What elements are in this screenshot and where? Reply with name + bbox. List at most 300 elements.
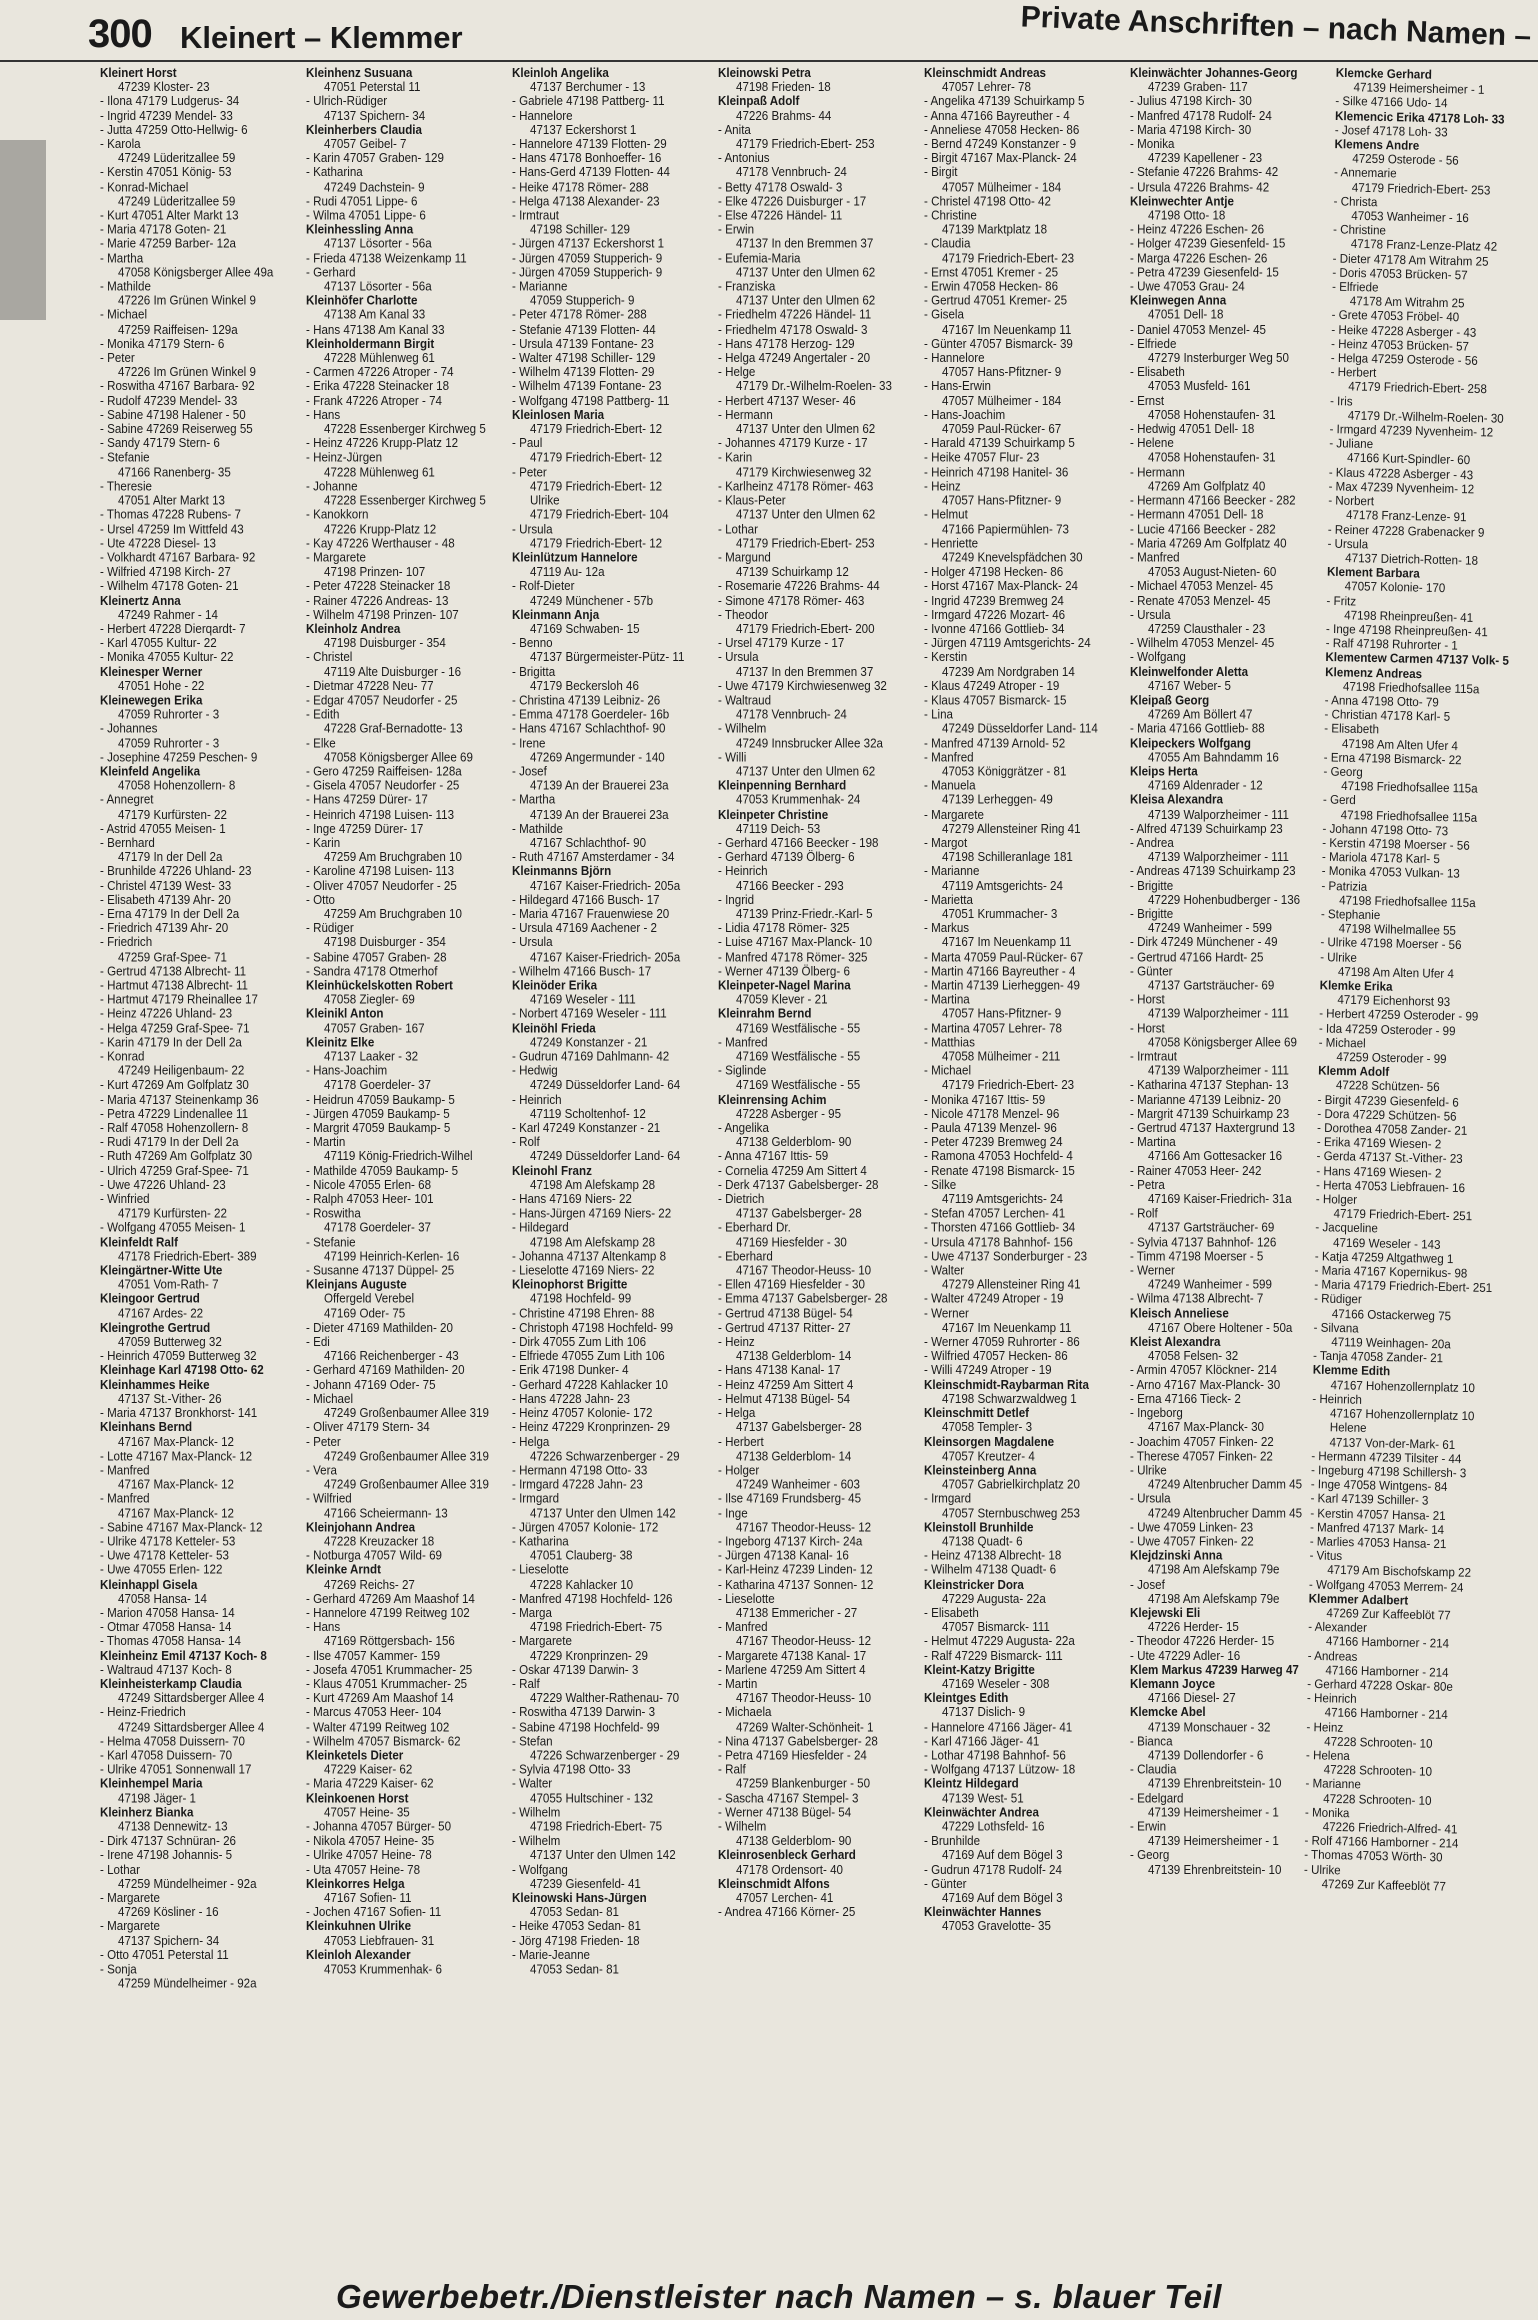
directory-entry-subentry: - Jochen 47167 Sofien- 11 bbox=[306, 1905, 442, 1920]
directory-entry-subentry: - Peter bbox=[306, 1434, 341, 1449]
directory-entry-name: Kleist Alexandra bbox=[1130, 1335, 1221, 1350]
directory-entry-subentry: - Arno 47167 Max-Planck- 30 bbox=[1130, 1377, 1281, 1392]
directory-entry-subentry: - Martin 47166 Bayreuther - 4 bbox=[924, 964, 1076, 979]
directory-entry-address: 47167 Schlachthof- 90 bbox=[530, 836, 647, 851]
footer-note: Gewerbebetr./Dienstleister nach Namen – s. blauer Teil bbox=[336, 2278, 1222, 2315]
directory-entry-subentry: - Erwin bbox=[1130, 1819, 1167, 1834]
directory-entry-subentry: - Kay 47226 Werthauser - 48 bbox=[306, 536, 455, 551]
directory-entry-subentry: - Margarete bbox=[306, 550, 366, 565]
directory-entry-name: Klemm Adolf bbox=[1318, 1063, 1390, 1080]
directory-entry-subentry: - Otto 47051 Peterstal 11 bbox=[100, 1948, 229, 1963]
directory-entry-address: 47169 Westfälische - 55 bbox=[736, 1078, 861, 1093]
directory-entry-subentry: - Winfried bbox=[100, 1192, 150, 1207]
directory-entry-subentry: - Theodor 47226 Herder- 15 bbox=[1130, 1634, 1275, 1649]
directory-entry-subentry: - Lieselotte bbox=[718, 1591, 775, 1606]
directory-entry-address: 47119 König-Friedrich-Wilhel bbox=[324, 1149, 473, 1164]
directory-entry-subentry: - Derk 47137 Gabelsberger- 28 bbox=[718, 1178, 879, 1193]
directory-entry-subentry: - Karin bbox=[718, 451, 753, 466]
directory-entry-subentry: - Michael bbox=[306, 1392, 354, 1407]
directory-entry-address: 47057 Mülheimer - 184 bbox=[942, 393, 1062, 409]
directory-entry-subentry: - Hans-Jürgen 47169 Niers- 22 bbox=[512, 1206, 672, 1221]
directory-entry-subentry: - Norbert bbox=[1328, 493, 1375, 509]
directory-entry-name: Kleinherz Bianka bbox=[100, 1805, 194, 1820]
directory-entry-address: 47138 Gelderblom- 90 bbox=[736, 1834, 852, 1849]
directory-entry-subentry: - Lothar bbox=[100, 1862, 140, 1877]
directory-entry-address: 47051 Krummacher- 3 bbox=[942, 907, 1058, 922]
directory-entry-subentry: - Else 47226 Händel- 11 bbox=[718, 208, 843, 223]
directory-entry-subentry: - Karl 47139 Schiller- 3 bbox=[1310, 1491, 1429, 1509]
directory-entry-address: 47279 Allensteiner Ring 41 bbox=[942, 1278, 1081, 1293]
directory-entry-address: 47053 Sedan- 81 bbox=[530, 1905, 619, 1920]
directory-entry-subentry: - Stefan bbox=[512, 1734, 553, 1749]
directory-entry-subentry: - Silvana bbox=[1313, 1320, 1359, 1336]
directory-entry-subentry: - Wilfried bbox=[306, 1491, 352, 1506]
directory-entry-subentry: - Mathilde bbox=[512, 821, 563, 836]
directory-entry-subentry: - Christel bbox=[306, 650, 353, 665]
directory-entry-subentry: - Hans-Gerd 47139 Flotten- 44 bbox=[512, 165, 670, 180]
directory-entry-subentry: - Monika 47179 Stern- 6 bbox=[100, 336, 225, 351]
directory-entry-address: 47167 Hohenzollernplatz 10 bbox=[1330, 1377, 1476, 1396]
directory-entry-address: Offergeld Verebel bbox=[324, 1292, 415, 1307]
directory-entry-subentry: - Ulrich 47259 Graf-Spee- 71 bbox=[100, 1163, 249, 1179]
directory-entry-address: 47167 Theodor-Heuss- 12 bbox=[736, 1634, 872, 1649]
directory-entry-subentry: - Oliver 47057 Neudorfer - 25 bbox=[306, 878, 457, 893]
directory-entry-address: 47167 Im Neuenkamp 11 bbox=[942, 935, 1072, 950]
directory-entry-address: 47058 Königsberger Allee 69 bbox=[1148, 1035, 1297, 1050]
directory-entry-subentry: - Gerd bbox=[1322, 793, 1356, 808]
directory-entry-address: 47239 Graben- 117 bbox=[1148, 80, 1248, 95]
directory-entry-subentry: - Wilfried 47057 Hecken- 86 bbox=[924, 1349, 1068, 1364]
directory-entry-subentry: - Birgit bbox=[924, 165, 958, 180]
directory-entry-subentry: - Herbert bbox=[1330, 365, 1377, 381]
directory-entry-name: Kleinrosenbleck Gerhard bbox=[718, 1848, 856, 1863]
directory-entry-name: Kleinhenz Susuana bbox=[306, 66, 413, 81]
directory-entry-subentry: - Nicole 47055 Erlen- 68 bbox=[306, 1178, 432, 1193]
directory-entry-address: 47249 Lüderitzallee 59 bbox=[118, 194, 236, 209]
directory-entry-address: 47269 Reichs- 27 bbox=[324, 1577, 415, 1592]
directory-entry-address: 47228 Kahlacker 10 bbox=[530, 1577, 634, 1592]
directory-entry-subentry: - Christa bbox=[1333, 194, 1378, 210]
directory-entry-address: 47137 In den Bremmen 37 bbox=[736, 237, 874, 252]
directory-entry-subentry: - Helga 47138 Alexander- 23 bbox=[512, 194, 660, 209]
directory-entry-address: 47058 Templer- 3 bbox=[942, 1420, 1033, 1435]
directory-entry-subentry: - Margarete bbox=[924, 807, 984, 822]
directory-entry-subentry: - Therese 47057 Finken- 22 bbox=[1130, 1449, 1273, 1464]
directory-entry-address: 47137 Spichern- 34 bbox=[118, 1933, 220, 1949]
directory-entry-subentry: - Hans 47138 Am Kanal 33 bbox=[306, 322, 445, 337]
directory-entry-address: 47179 Friedrich-Ebert- 12 bbox=[530, 422, 663, 437]
directory-entry-subentry: - Gertrud 47166 Hardt- 25 bbox=[1130, 950, 1264, 965]
directory-entry-subentry: - Heinz 47053 Brücken- 57 bbox=[1330, 336, 1470, 354]
directory-entry-name: Klemencic Erika 47178 Loh- 33 bbox=[1334, 108, 1505, 127]
directory-entry-address: 47139 Heimersheimer - 1 bbox=[1148, 1805, 1279, 1820]
directory-entry-subentry: - Margarete bbox=[100, 1891, 160, 1906]
directory-entry-name: Kleintges Edith bbox=[924, 1691, 1009, 1706]
directory-entry-address: 47249 Wanheimer - 599 bbox=[1148, 1278, 1272, 1293]
directory-entry-subentry: - Marion 47058 Hansa- 14 bbox=[100, 1606, 235, 1621]
directory-entry-address: 47119 Au- 12a bbox=[530, 565, 605, 580]
directory-entry-address: 47119 Weinhagen- 20a bbox=[1331, 1335, 1451, 1352]
directory-entry-address: 47179 Friedrich-Ebert- 12 bbox=[530, 536, 663, 551]
directory-entry-address: 47229 Lothsfeld- 16 bbox=[942, 1819, 1045, 1834]
directory-entry-address: 47228 Mühlenweg 61 bbox=[324, 351, 435, 366]
directory-entry-address: 47138 Gelderblom- 14 bbox=[736, 1349, 852, 1364]
directory-entry-subentry: - Henriette bbox=[924, 536, 979, 551]
directory-entry-subentry: - Elisabeth bbox=[1324, 721, 1380, 737]
directory-entry-subentry: - Martin bbox=[306, 1135, 346, 1150]
directory-entry-subentry: - Heinz 47226 Eschen- 26 bbox=[1130, 222, 1265, 237]
directory-entry-address: 47137 Bürgermeister-Pütz- 11 bbox=[530, 650, 685, 665]
directory-entry-subentry: - Erwin bbox=[718, 222, 755, 237]
directory-entry-name: Kleinesper Werner bbox=[100, 664, 203, 679]
directory-entry-name: Klement Barbara bbox=[1326, 564, 1420, 581]
directory-entry-address: 47226 Schwarzenberger - 29 bbox=[530, 1449, 680, 1464]
directory-entry-subentry: - Helga bbox=[718, 1406, 756, 1421]
directory-entry-name: Kleinhage Karl 47198 Otto- 62 bbox=[100, 1363, 264, 1378]
directory-entry-address: 47169 Auf dem Bögel 3 bbox=[942, 1848, 1063, 1863]
directory-entry-subentry: - Josefa 47051 Krummacher- 25 bbox=[306, 1663, 473, 1678]
directory-entry-name: Klem Markus 47239 Harweg 47 bbox=[1130, 1663, 1299, 1678]
directory-entry-subentry: - Thomas 47053 Wörth- 30 bbox=[1304, 1848, 1443, 1865]
directory-entry-subentry: - Michael bbox=[1318, 1035, 1366, 1051]
directory-entry-subentry: - Peter bbox=[512, 465, 547, 480]
directory-entry-subentry: - Elfriede bbox=[1130, 336, 1177, 351]
directory-entry-address: 47057 Bismarck- 111 bbox=[942, 1620, 1050, 1635]
directory-entry-address: 47059 Ruhrorter - 3 bbox=[118, 707, 220, 722]
directory-entry-subentry: - Patrizia bbox=[1321, 878, 1368, 894]
directory-entry-subentry: - Helena bbox=[1305, 1748, 1350, 1764]
directory-entry-subentry: - Uwe 47137 Sonderburger - 23 bbox=[924, 1249, 1088, 1264]
directory-entry-subentry: - Erna 47198 Bismarck- 22 bbox=[1323, 750, 1462, 768]
directory-entry-address: 47249 Sittardsberger Allee 4 bbox=[118, 1720, 265, 1735]
directory-entry-name: Kleinheisterkamp Claudia bbox=[100, 1677, 242, 1692]
directory-entry-name: Klemmer Adalbert bbox=[1308, 1591, 1409, 1608]
directory-entry-subentry: - Edgar 47057 Neudorfer - 25 bbox=[306, 693, 458, 708]
directory-entry-subentry: - Bernd 47249 Konstanzer - 9 bbox=[924, 137, 1077, 152]
directory-entry-subentry: - Ursel 47259 Im Wittfeld 43 bbox=[100, 522, 244, 537]
directory-entry-subentry: - Ernst bbox=[1130, 393, 1165, 409]
directory-entry-subentry: - Sabine 47057 Graben- 28 bbox=[306, 950, 447, 965]
directory-entry-name: Kleinmann Anja bbox=[512, 607, 600, 622]
directory-entry-subentry: - Gero 47259 Raiffeisen- 128a bbox=[306, 764, 462, 779]
directory-entry-subentry: - Ellen 47169 Hiesfelder - 30 bbox=[718, 1278, 865, 1293]
directory-entry-address: 47179 Kirchwiesenweg 32 bbox=[736, 465, 872, 480]
directory-entry-subentry: - Hildegard bbox=[512, 1221, 569, 1236]
directory-entry-subentry: - Hermann bbox=[718, 408, 773, 423]
directory-entry-subentry: - Eberhard Dr. bbox=[718, 1221, 791, 1236]
directory-entry-subentry: - Edelgard bbox=[1130, 1791, 1184, 1806]
directory-entry-address: 47179 In der Dell 2a bbox=[118, 850, 223, 865]
directory-entry-subentry: - Helene bbox=[1130, 436, 1174, 451]
directory-entry-name: Kleingoor Gertrud bbox=[100, 1292, 200, 1307]
directory-entry-subentry: - Andrea bbox=[1130, 836, 1174, 851]
directory-entry-name: Kleinowski Petra bbox=[718, 66, 811, 81]
directory-entry-subentry: - Margarete bbox=[512, 1634, 572, 1649]
directory-entry-subentry: - Armin 47057 Klöckner- 214 bbox=[1130, 1363, 1277, 1378]
directory-entry-subentry: - Ingeborg bbox=[1130, 1406, 1183, 1421]
directory-entry-subentry: - Angelika 47139 Schuirkamp 5 bbox=[924, 94, 1085, 109]
directory-entry-subentry: - Irmgard bbox=[512, 1491, 560, 1506]
directory-entry-address: 47058 Hohenstaufen- 31 bbox=[1148, 451, 1276, 466]
directory-entry-address: 47057 Geibel- 7 bbox=[324, 137, 407, 152]
directory-entry-address: 47259 Graf-Spee- 71 bbox=[118, 950, 227, 965]
directory-entry-name: Kleinhempel Maria bbox=[100, 1777, 203, 1792]
directory-entry-address: 47139 Ehrenbreitstein- 10 bbox=[1148, 1862, 1282, 1877]
directory-entry-subentry: - Petra bbox=[1130, 1178, 1165, 1193]
directory-column-3 bbox=[512, 66, 712, 2266]
directory-entry-address: 47137 Spichern- 34 bbox=[324, 108, 426, 123]
page-footer bbox=[0, 2268, 1538, 2320]
directory-entry-name: Kleinschmidt Andreas bbox=[924, 66, 1046, 81]
directory-entry-address: 47167 Theodor-Heuss- 12 bbox=[736, 1520, 872, 1535]
directory-entry-subentry: - Hannelore 47166 Jäger- 41 bbox=[924, 1720, 1073, 1735]
directory-entry-name: Kleinholz Andrea bbox=[306, 622, 401, 637]
directory-entry-name: Klemcke Gerhard bbox=[1335, 66, 1433, 83]
directory-entry-address: 47226 Brahms- 44 bbox=[736, 108, 832, 123]
directory-entry-subentry: - Karola bbox=[100, 137, 141, 152]
directory-entry-subentry: - Lothar 47198 Bahnhof- 56 bbox=[924, 1748, 1066, 1763]
directory-entry-subentry: - Karl 47249 Konstanzer - 21 bbox=[512, 1121, 661, 1136]
directory-entry-subentry: - Tanja 47058 Zander- 21 bbox=[1312, 1349, 1444, 1366]
directory-entry-address: 47051 Hohe - 22 bbox=[118, 679, 205, 694]
directory-entry-subentry: - Jürgen 47137 Eckershorst 1 bbox=[512, 237, 665, 252]
directory-entry-subentry: - Silke bbox=[924, 1178, 957, 1193]
directory-entry-subentry: - Sabine 47167 Max-Planck- 12 bbox=[100, 1520, 263, 1535]
directory-entry-name: Kleinikl Anton bbox=[306, 1007, 384, 1022]
directory-entry-address: 47139 An der Brauerei 23a bbox=[530, 807, 669, 822]
directory-entry-subentry: - Martina bbox=[924, 992, 970, 1007]
directory-entry-name: Kleinöder Erika bbox=[512, 978, 598, 993]
directory-entry-subentry: - Marlene 47259 Am Sittert 4 bbox=[718, 1663, 866, 1678]
directory-entry-subentry: - Werner bbox=[924, 1306, 969, 1321]
directory-entry-subentry: - Manfred bbox=[924, 750, 974, 765]
directory-entry-subentry: - Fritz bbox=[1326, 593, 1357, 609]
directory-entry-subentry: - Gerhard bbox=[306, 265, 356, 280]
directory-entry-subentry: - Maria 47137 Steinenkamp 36 bbox=[100, 1092, 259, 1107]
directory-entry-subentry: - Werner bbox=[1130, 1263, 1175, 1278]
directory-entry-subentry: - Wilhelm 47139 Fontane- 23 bbox=[512, 379, 662, 394]
directory-entry-subentry: - Karin 47057 Graben- 129 bbox=[306, 151, 444, 166]
directory-entry-name: Kleinwächter Johannes-Georg bbox=[1130, 66, 1298, 81]
directory-entry-address: 47269 Walter-Schönheit- 1 bbox=[736, 1720, 874, 1735]
directory-entry-subentry: - Heidrun 47059 Baukamp- 5 bbox=[306, 1092, 455, 1107]
directory-entry-subentry: - Hans 47169 Wiesen- 2 bbox=[1316, 1163, 1442, 1181]
directory-entry-subentry: - Juliane bbox=[1329, 436, 1374, 452]
directory-entry-subentry: - Helge bbox=[718, 365, 756, 380]
directory-entry-subentry: - Wilhelm bbox=[512, 1805, 561, 1820]
directory-entry-subentry: - Irmgard 47228 Jahn- 23 bbox=[512, 1477, 643, 1492]
directory-entry-subentry: - Ursula bbox=[512, 935, 553, 950]
directory-entry-subentry: - Wilma 47138 Albrecht- 7 bbox=[1130, 1292, 1264, 1307]
directory-entry-address: 47119 Amtsgerichts- 24 bbox=[942, 1192, 1063, 1207]
directory-entry-subentry: - Heinrich 47198 Hanitel- 36 bbox=[924, 465, 1069, 480]
directory-entry-subentry: - Wilhelm bbox=[718, 1819, 767, 1834]
directory-entry-subentry: - Karin bbox=[306, 836, 341, 851]
directory-entry-subentry: - Christel 47198 Otto- 42 bbox=[924, 194, 1051, 209]
directory-entry-subentry: - Dora 47229 Schützen- 56 bbox=[1317, 1106, 1457, 1124]
directory-entry-subentry: - Siglinde bbox=[718, 1064, 767, 1079]
directory-entry-address: 47279 Allensteiner Ring 41 bbox=[942, 821, 1081, 836]
directory-entry-address: 47058 Hohenzollern- 8 bbox=[118, 778, 236, 794]
directory-entry-subentry: - Daniel 47053 Menzel- 45 bbox=[1130, 322, 1266, 337]
directory-entry-subentry: - Timm 47198 Moerser - 5 bbox=[1130, 1249, 1264, 1264]
directory-entry-address: 47139 Walporzheimer - 111 bbox=[1148, 1007, 1289, 1022]
directory-entry-subentry: - Anna 47198 Otto- 79 bbox=[1324, 693, 1439, 710]
directory-entry-subentry: - Wilhelm 47178 Goten- 21 bbox=[100, 579, 239, 594]
directory-entry-subentry: - Klaus-Peter bbox=[718, 493, 786, 508]
directory-entry-subentry: - Gabriele 47198 Pattberg- 11 bbox=[512, 94, 665, 109]
directory-entry-subentry: - Helga 47259 Graf-Spee- 71 bbox=[100, 1021, 250, 1036]
directory-entry-subentry: - Heike 47057 Flur- 23 bbox=[924, 451, 1040, 466]
directory-entry-name: Kleinrahm Bernd bbox=[718, 1007, 812, 1022]
directory-entry-name: Kleinloh Alexander bbox=[306, 1948, 411, 1963]
directory-entry-subentry: - Andrea 47166 Körner- 25 bbox=[718, 1905, 856, 1920]
directory-entry-name: Klementew Carmen 47137 Volk- 5 bbox=[1325, 650, 1510, 669]
directory-entry-subentry: - Dirk 47055 Zum Lith 106 bbox=[512, 1335, 647, 1350]
directory-entry-address: 47279 Insterburger Weg 50 bbox=[1148, 351, 1289, 366]
directory-entry-address: 47137 Unter den Ulmen 142 bbox=[530, 1506, 676, 1521]
directory-entry-name: Kleinwächter Hannes bbox=[924, 1905, 1042, 1920]
directory-entry-subentry: - Kurt 47269 Am Golfplatz 30 bbox=[100, 1078, 249, 1093]
directory-entry-subentry: - Frieda 47138 Weizenkamp 11 bbox=[306, 251, 467, 266]
directory-entry-address: 47198 Am Alefskamp 28 bbox=[530, 1178, 656, 1193]
directory-entry-address: 47179 Friedrich-Ebert- 12 bbox=[530, 451, 663, 466]
directory-entry-address: 47198 Duisburger - 354 bbox=[324, 636, 446, 651]
directory-entry-subentry: - Hermann bbox=[1130, 465, 1185, 480]
directory-entry-subentry: - Monika bbox=[1304, 1805, 1350, 1821]
directory-entry-address: 47179 Friedrich-Ebert- 253 bbox=[1351, 180, 1491, 198]
page-number: 300 bbox=[88, 12, 152, 56]
directory-entry-subentry: - Hannelore 47199 Reitweg 102 bbox=[306, 1606, 470, 1621]
directory-entry-subentry: - Wolfgang 47137 Lützow- 18 bbox=[924, 1762, 1076, 1777]
directory-entry-address: 47057 Hans-Pfitzner- 9 bbox=[942, 493, 1062, 508]
directory-entry-name: Kleinloh Angelika bbox=[512, 66, 609, 81]
directory-entry-subentry: - Peter 47228 Steinacker 18 bbox=[306, 579, 451, 594]
directory-entry-address: 47137 Lösorter - 56a bbox=[324, 237, 432, 252]
directory-entry-subentry: - Walter 47249 Atroper - 19 bbox=[924, 1292, 1064, 1307]
directory-entry-address: 47178 Goerdeler- 37 bbox=[324, 1221, 431, 1236]
directory-entry-subentry: - Lieselotte bbox=[512, 1563, 569, 1578]
directory-entry-subentry: - Katharina 47137 Sonnen- 12 bbox=[718, 1577, 874, 1592]
directory-entry-subentry: - Dorothea 47058 Zander- 21 bbox=[1316, 1120, 1468, 1139]
directory-entry-subentry: - Elisabeth bbox=[924, 1606, 979, 1621]
directory-entry-subentry: - Margarete bbox=[100, 1919, 160, 1934]
directory-entry-address: 47249 Rahmer - 14 bbox=[118, 607, 218, 622]
directory-entry-address: 47178 Friedrich-Ebert- 389 bbox=[118, 1249, 257, 1264]
directory-entry-subentry: - Theresie bbox=[100, 479, 152, 494]
directory-entry-subentry: - Hedwig 47051 Dell- 18 bbox=[1130, 422, 1255, 437]
directory-entry-subentry: - Jacqueline bbox=[1315, 1220, 1378, 1237]
directory-entry-subentry: - Heinz bbox=[1306, 1719, 1344, 1735]
directory-entry-address: 47259 Mündelheimer - 92a bbox=[118, 1976, 257, 1991]
directory-entry-subentry: - Kanokkorn bbox=[306, 508, 369, 523]
directory-entry-subentry: - Ida 47259 Osteroder - 99 bbox=[1318, 1021, 1456, 1039]
directory-entry-subentry: - Uwe 47178 Ketteler- 53 bbox=[100, 1548, 229, 1564]
directory-entry-name: Kleinschmitt Detlef bbox=[924, 1406, 1030, 1421]
directory-entry-subentry: - Carmen 47226 Atroper - 74 bbox=[306, 365, 454, 380]
directory-entry-subentry: - Heinrich 47059 Butterweg 32 bbox=[100, 1349, 257, 1364]
directory-entry-subentry: - Jürgen 47059 Stupperich- 9 bbox=[512, 251, 663, 266]
directory-entry-subentry: - Anita bbox=[718, 123, 751, 138]
directory-column-6 bbox=[1130, 66, 1330, 2266]
directory-entry-subentry: - Karl 47166 Jäger- 41 bbox=[924, 1734, 1040, 1749]
directory-entry-subentry: - Willi bbox=[718, 750, 747, 765]
directory-entry-address: 47198 Frieden- 18 bbox=[736, 80, 831, 95]
directory-entry-subentry: - Wolfgang bbox=[1130, 650, 1186, 665]
directory-entry-subentry: - Walter bbox=[924, 1263, 965, 1278]
directory-entry-subentry: - Johanne bbox=[306, 479, 358, 494]
directory-entry-subentry: - Martin bbox=[718, 1677, 758, 1692]
directory-entry-address: 47167 Kaiser-Friedrich- 205a bbox=[530, 878, 681, 893]
directory-entry-subentry: - Georg bbox=[1130, 1848, 1170, 1863]
directory-entry-address: 47139 Walporzheimer - 111 bbox=[1148, 807, 1289, 822]
directory-entry-subentry: - Friedhelm 47178 Oswald- 3 bbox=[718, 322, 868, 337]
directory-entry-subentry: - Dirk 47137 Schnüran- 26 bbox=[100, 1834, 236, 1849]
directory-entry-subentry: - Kerstin 47057 Hansa- 21 bbox=[1310, 1505, 1446, 1523]
directory-entry-subentry: - Marianne 47139 Leibniz- 20 bbox=[1130, 1092, 1281, 1107]
directory-entry-address: 47057 Lehrer- 78 bbox=[942, 80, 1031, 95]
directory-entry-subentry: - Maria 47229 Kaiser- 62 bbox=[306, 1777, 434, 1792]
directory-entry-address: 47169 Weseler - 143 bbox=[1332, 1235, 1441, 1252]
directory-entry-address: 47229 Kaiser- 62 bbox=[324, 1762, 413, 1777]
directory-entry-address: 47057 Kolonie- 170 bbox=[1344, 579, 1446, 596]
directory-entry-subentry: - Ruth 47269 Am Golfplatz 30 bbox=[100, 1149, 253, 1164]
directory-entry-subentry: - Notburga 47057 Wild- 69 bbox=[306, 1548, 442, 1564]
directory-entry-subentry: - Oliver 47179 Stern- 34 bbox=[306, 1420, 430, 1435]
directory-entry-subentry: - Walter 47199 Reitweg 102 bbox=[306, 1720, 450, 1735]
directory-entry-subentry: - Marlies 47053 Hansa- 21 bbox=[1309, 1534, 1447, 1552]
directory-entry-subentry: - Elfriede bbox=[1331, 279, 1379, 295]
directory-entry-name: Kleips Herta bbox=[1130, 764, 1198, 779]
directory-entry-address: 47051 Vom-Rath- 7 bbox=[118, 1278, 219, 1293]
directory-entry-address: 47226 Schwarzenberger - 29 bbox=[530, 1748, 680, 1763]
directory-entry-subentry: - Heike 47228 Asberger - 43 bbox=[1331, 322, 1477, 340]
directory-entry-subentry: - Ralf 47058 Hohenzollern- 8 bbox=[100, 1121, 249, 1136]
directory-entry-subentry: - Ursula bbox=[718, 650, 759, 665]
directory-entry-subentry: - Martina 47057 Lehrer- 78 bbox=[924, 1021, 1062, 1036]
directory-entry-subentry: - Stefanie bbox=[306, 1235, 356, 1250]
directory-entry-name: Kleingärtner-Witte Ute bbox=[100, 1263, 223, 1278]
directory-entry-subentry: - Brigitta bbox=[512, 664, 556, 679]
directory-entry-subentry: - Joachim 47057 Finken- 22 bbox=[1130, 1434, 1274, 1449]
directory-entry-subentry: - Sabine 47198 Halener - 50 bbox=[100, 408, 246, 423]
directory-entry-subentry: - Ilona 47179 Ludgerus- 34 bbox=[100, 94, 240, 109]
directory-entry-address: 47239 Am Nordgraben 14 bbox=[942, 664, 1075, 679]
thumb-index-tab bbox=[0, 140, 46, 320]
directory-entry-subentry: - Wilhelm 47166 Busch- 17 bbox=[512, 964, 652, 979]
directory-entry-subentry: - Willi 47249 Atroper - 19 bbox=[924, 1363, 1052, 1378]
directory-entry-address: 47228 Essenberger Kirchweg 5 bbox=[324, 422, 486, 437]
directory-entry-subentry: - Manfred 47198 Hochfeld- 126 bbox=[512, 1591, 673, 1606]
directory-entry-address: 47226 Friedrich-Alfred- 41 bbox=[1322, 1819, 1458, 1837]
directory-entry-subentry: - Josef bbox=[1130, 1577, 1165, 1592]
directory-entry-subentry: - Gisela 47057 Neudorfer - 25 bbox=[306, 778, 460, 794]
directory-entry-subentry: - Martha bbox=[512, 793, 556, 808]
directory-entry-address: 47249 Sittardsberger Allee 4 bbox=[118, 1691, 265, 1706]
directory-entry-subentry: - Gerda 47137 St.-Vither- 23 bbox=[1316, 1149, 1463, 1167]
directory-entry-subentry: - Kurt 47269 Am Maashof 14 bbox=[306, 1691, 454, 1706]
directory-entry-address: 47249 Düsseldorfer Land- 64 bbox=[530, 1078, 681, 1093]
directory-entry-subentry: - Walter 47198 Schiller- 129 bbox=[512, 351, 656, 366]
directory-entry-subentry: - Ernst 47051 Kremer - 25 bbox=[924, 265, 1059, 280]
directory-entry-address: 47179 Kurfürsten- 22 bbox=[118, 807, 227, 822]
directory-entry-subentry: - Ralf bbox=[718, 1762, 746, 1777]
directory-entry-subentry: - Marianne bbox=[1305, 1776, 1361, 1792]
directory-entry-address: 47259 Clausthaler - 23 bbox=[1148, 622, 1266, 637]
directory-entry-subentry: - Hermann 47198 Otto- 33 bbox=[512, 1463, 648, 1478]
directory-entry-address: 47166 Hamborner - 214 bbox=[1325, 1663, 1449, 1680]
directory-entry-subentry: - Heinz 47226 Uhland- 23 bbox=[100, 1007, 233, 1022]
